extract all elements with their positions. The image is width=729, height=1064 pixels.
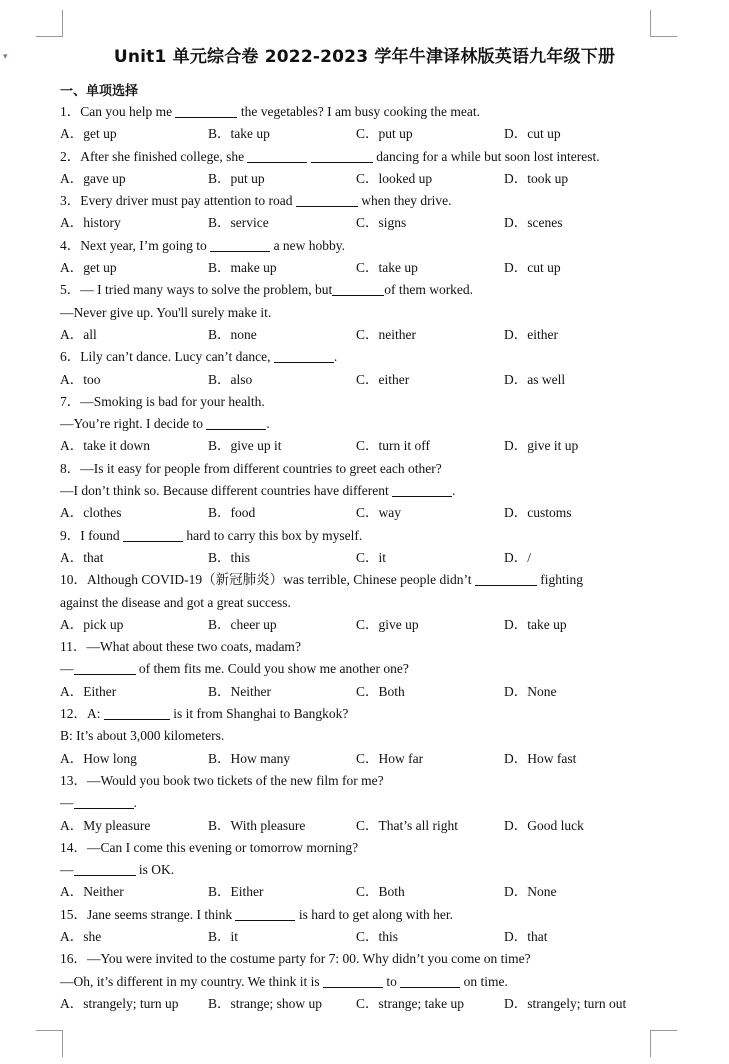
question-text: 14．—Can I come this evening or tomorrow morning?	[60, 839, 359, 855]
option-a: A．pick up	[60, 616, 124, 632]
option-d: D．take up	[504, 616, 567, 632]
answer-blank	[123, 527, 183, 542]
question-1	[60, 101, 680, 146]
option-b: B．cheer up	[208, 616, 277, 632]
question-3	[60, 190, 680, 235]
question-text: —	[60, 862, 74, 878]
question-text-line	[60, 948, 680, 970]
answer-blank	[74, 794, 134, 809]
question-list	[60, 101, 680, 1015]
margin-marker-icon: ▾	[3, 52, 8, 62]
option-b: B．Neither	[208, 683, 271, 699]
question-text: is OK.	[135, 862, 175, 878]
question-text-line	[60, 346, 680, 368]
option-c: C．neither	[356, 326, 416, 342]
option-a: A．How long	[60, 750, 137, 766]
question-text-line	[60, 636, 680, 658]
question-11	[60, 636, 680, 703]
question-text-line	[60, 703, 680, 725]
question-14	[60, 837, 680, 904]
question-text: .	[333, 349, 338, 365]
answer-blank	[311, 148, 373, 163]
corner-mark-bottom-left	[36, 1030, 63, 1057]
question-text-line	[60, 480, 680, 502]
option-d: D．give it up	[504, 438, 579, 454]
answer-blank	[274, 348, 334, 363]
answer-blank	[74, 861, 136, 876]
option-row	[60, 926, 680, 948]
question-text: 13．—Would you book two tickets of the new film for me?	[60, 772, 384, 788]
question-5	[60, 279, 680, 346]
option-d: D．as well	[504, 371, 566, 387]
option-c: C．put up	[356, 126, 413, 142]
option-d: D．cut up	[504, 260, 561, 276]
question-2	[60, 146, 680, 191]
option-a: A．take it down	[60, 438, 150, 454]
option-row	[60, 502, 680, 524]
question-text-line	[60, 658, 680, 680]
option-row	[60, 993, 680, 1015]
option-row	[60, 748, 680, 770]
question-text-line	[60, 458, 680, 480]
question-text: 11．—What about these two coats, madam?	[60, 639, 301, 655]
question-text-line	[60, 770, 680, 792]
option-a: A．get up	[60, 126, 117, 142]
question-text-line	[60, 302, 680, 324]
option-c: C．Both	[356, 884, 405, 900]
question-15	[60, 904, 680, 949]
question-text-line	[60, 391, 680, 413]
option-d: D．How fast	[504, 750, 577, 766]
question-text: B: It’s about 3,000 kilometers.	[60, 728, 225, 744]
question-text: fighting	[536, 572, 583, 588]
option-a: A．she	[60, 928, 102, 944]
answer-blank	[175, 103, 237, 118]
option-c: C．this	[356, 928, 399, 944]
option-b: B．service	[208, 215, 269, 231]
question-text-line	[60, 859, 680, 881]
question-text-line	[60, 904, 680, 926]
answer-blank	[296, 192, 358, 207]
option-b: B．Either	[208, 884, 264, 900]
question-text-line	[60, 592, 680, 614]
answer-blank	[247, 148, 307, 163]
question-text: 5．— I tried many ways to solve the problem, but	[60, 282, 333, 298]
question-12	[60, 703, 680, 770]
question-text-line	[60, 235, 680, 257]
answer-blank	[104, 705, 170, 720]
option-row	[60, 614, 680, 636]
option-b: B．it	[208, 928, 239, 944]
question-text: 10．Although COVID-19（新冠肺炎）was terrible, Chinese people didn’t	[60, 572, 475, 588]
option-b: B．With pleasure	[208, 817, 306, 833]
question-text: 4．Next year, I’m going to	[60, 237, 211, 253]
question-16	[60, 948, 680, 1015]
option-row	[60, 881, 680, 903]
question-text: —	[60, 661, 74, 677]
question-text: 12．A:	[60, 706, 104, 722]
option-c: C．How far	[356, 750, 424, 766]
option-b: B．make up	[208, 260, 277, 276]
question-text-line	[60, 725, 680, 747]
question-text: —Never give up. You'll surely make it.	[60, 304, 272, 320]
question-text-line	[60, 971, 680, 993]
question-8	[60, 458, 680, 525]
option-row	[60, 324, 680, 346]
option-a: A．history	[60, 215, 121, 231]
option-row	[60, 369, 680, 391]
option-c: C．take up	[356, 260, 418, 276]
option-a: A．clothes	[60, 505, 122, 521]
question-text: —I don’t think so. Because different countries have different	[60, 483, 393, 499]
option-b: B．How many	[208, 750, 291, 766]
question-text: —You’re right. I decide to	[60, 416, 207, 432]
answer-blank	[74, 660, 136, 675]
option-d: D．None	[504, 884, 557, 900]
option-c: C．looked up	[356, 170, 433, 186]
option-a: A．gave up	[60, 170, 126, 186]
question-text: hard to carry this box by myself.	[183, 527, 363, 543]
option-c: C．That’s all right	[356, 817, 458, 833]
question-text: .	[452, 483, 456, 499]
question-text: is hard to get along with her.	[295, 906, 453, 922]
question-text: —	[60, 795, 74, 811]
document-title: Unit1 单元综合卷 2022-2023 学年牛津译林版英语九年级下册	[113, 47, 616, 67]
option-row	[60, 815, 680, 837]
option-a: A．that	[60, 549, 104, 565]
option-row	[60, 257, 680, 279]
section-title: 一、单项选择	[60, 84, 139, 99]
option-c: C．turn it off	[356, 438, 430, 454]
question-text: 1．Can you help me	[60, 104, 176, 119]
option-c: C．way	[356, 505, 401, 521]
answer-blank	[400, 973, 460, 988]
option-b: B．this	[208, 549, 251, 565]
option-a: A．My pleasure	[60, 817, 151, 833]
question-text: 8．—Is it easy for people from different countries to greet each other?	[60, 460, 442, 476]
corner-mark-top-left	[36, 10, 63, 37]
option-b: B．food	[208, 505, 256, 521]
question-text-line	[60, 792, 680, 814]
question-text: of them fits me. Could you show me another one?	[135, 661, 409, 677]
option-c: C．give up	[356, 616, 419, 632]
option-row	[60, 681, 680, 703]
option-d: D．took up	[504, 170, 569, 186]
corner-mark-bottom-right	[650, 1030, 677, 1057]
option-c: C．either	[356, 371, 410, 387]
question-text: 2．After she finished college, she	[60, 148, 248, 164]
option-row	[60, 123, 680, 145]
question-text: .	[133, 795, 137, 811]
question-text: —Oh, it’s different in my country. We think it is	[60, 973, 324, 989]
option-a: A．get up	[60, 260, 117, 276]
question-text-line	[60, 569, 680, 591]
question-7	[60, 391, 680, 458]
question-13	[60, 770, 680, 837]
question-text: of them worked.	[384, 282, 474, 298]
answer-blank	[323, 973, 383, 988]
option-b: B．also	[208, 371, 253, 387]
answer-blank	[235, 906, 295, 921]
answer-blank	[210, 237, 270, 252]
option-c: C．signs	[356, 215, 407, 231]
corner-mark-top-right	[650, 10, 677, 37]
option-c: C．strange; take up	[356, 995, 464, 1011]
question-text-line	[60, 279, 680, 301]
question-text: to	[383, 973, 401, 989]
question-text: 15．Jane seems strange. I think	[60, 906, 236, 922]
option-d: D．scenes	[504, 215, 563, 231]
answer-blank	[475, 571, 537, 586]
option-row	[60, 435, 680, 457]
question-text-line	[60, 146, 680, 168]
option-d: D．/	[504, 549, 531, 565]
question-4	[60, 235, 680, 280]
question-text: .	[266, 416, 270, 432]
option-c: C．it	[356, 549, 387, 565]
option-b: B．strange; show up	[208, 995, 322, 1011]
answer-blank	[392, 482, 452, 497]
question-text: 16．—You were invited to the costume party for 7: 00. Why didn’t you come on time?	[60, 951, 531, 967]
option-d: D．either	[504, 326, 558, 342]
option-c: C．Both	[356, 683, 405, 699]
answer-blank	[206, 415, 266, 430]
question-6	[60, 346, 680, 391]
option-b: B．take up	[208, 126, 270, 142]
question-text: is it from Shanghai to Bangkok?	[169, 706, 349, 722]
question-text-line	[60, 101, 680, 123]
option-a: A．too	[60, 371, 101, 387]
answer-blank	[332, 281, 384, 296]
option-d: D．cut up	[504, 126, 561, 142]
question-text-line	[60, 837, 680, 859]
option-a: A．Either	[60, 683, 117, 699]
option-a: A．strangely; turn up	[60, 995, 179, 1011]
option-row	[60, 212, 680, 234]
question-text: 6．Lily can’t dance. Lucy can’t dance,	[60, 349, 274, 365]
option-row	[60, 168, 680, 190]
question-text: 3．Every driver must pay attention to road	[60, 193, 296, 209]
option-b: B．put up	[208, 170, 265, 186]
question-text: a new hobby.	[270, 237, 346, 253]
question-text: the vegetables? I am busy cooking the meat.	[237, 104, 481, 119]
question-text: 7．—Smoking is bad for your health.	[60, 393, 265, 409]
option-d: D．Good luck	[504, 817, 584, 833]
option-d: D．strangely; turn out	[504, 995, 627, 1011]
question-text: when they drive.	[357, 193, 452, 209]
option-b: B．none	[208, 326, 257, 342]
option-d: D．that	[504, 928, 548, 944]
question-text-line	[60, 525, 680, 547]
question-text-line	[60, 190, 680, 212]
question-text: dancing for a while but soon lost interest.	[372, 148, 600, 164]
question-text: on time.	[460, 973, 508, 989]
option-a: A．Neither	[60, 884, 124, 900]
question-text: against the disease and got a great success.	[60, 594, 291, 610]
option-d: D．None	[504, 683, 557, 699]
option-b: B．give up it	[208, 438, 282, 454]
option-d: D．customs	[504, 505, 572, 521]
option-a: A．all	[60, 326, 97, 342]
question-9	[60, 525, 680, 570]
question-text-line	[60, 413, 680, 435]
question-10	[60, 569, 680, 636]
question-text: 9．I found	[60, 527, 123, 543]
option-row	[60, 547, 680, 569]
